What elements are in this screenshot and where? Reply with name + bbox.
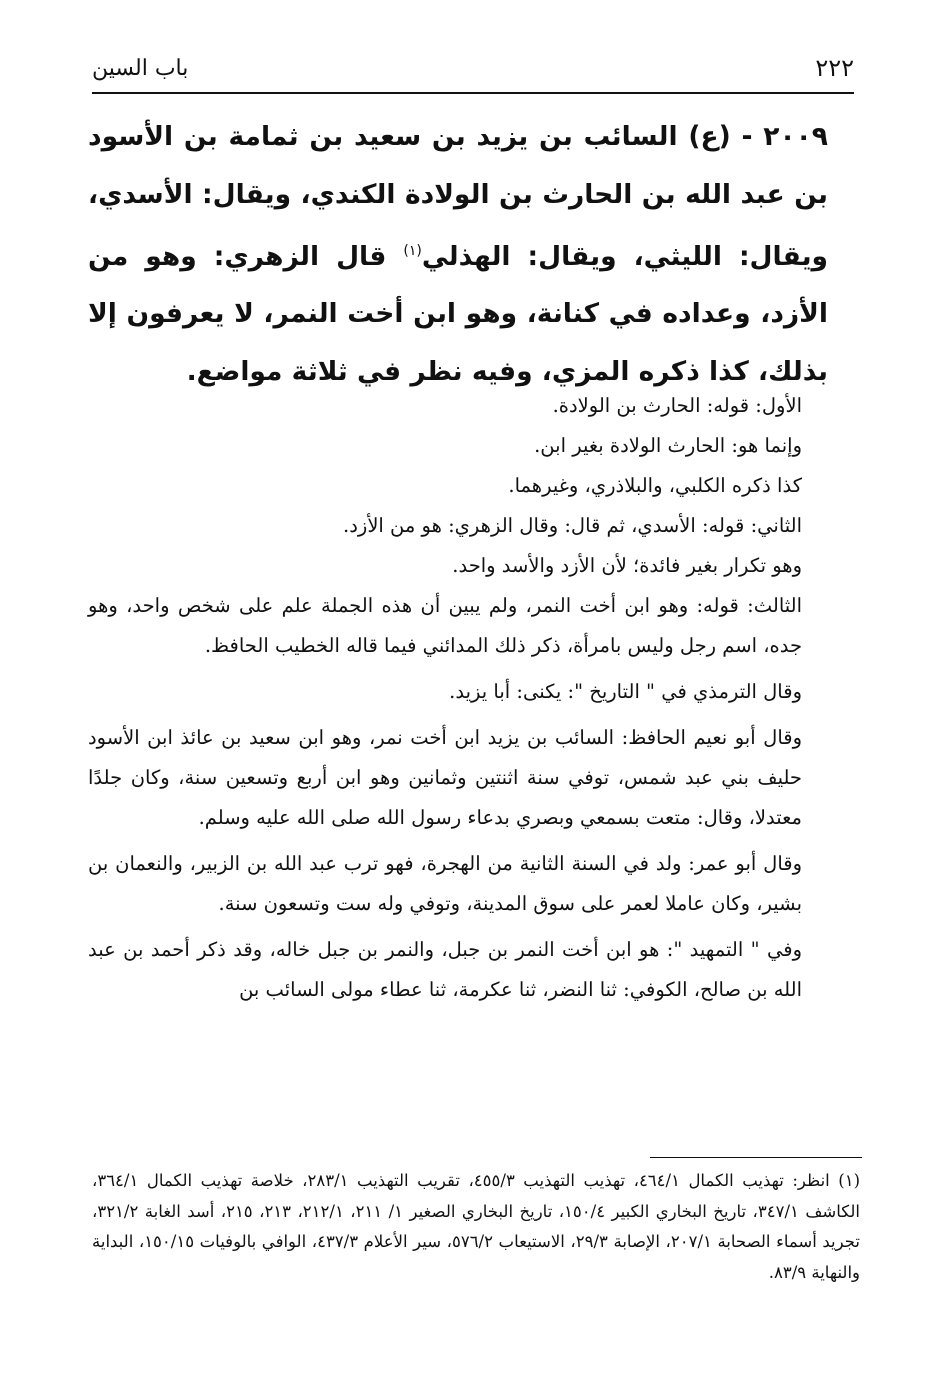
paragraph-abu-umar: وقال أبو عمر: ولد في السنة الثانية من الهجرة، فهو ترب عبد الله بن الزبير، والنعمان بن بشير، وكان عاملا لعمر على سوق المدينة، وتوفي وله ست وتسعون سنة. xyxy=(88,852,802,915)
entry-number: ٢٠٠٩ - xyxy=(741,121,828,152)
footnote-marker: (١) xyxy=(403,243,422,259)
commentary-body xyxy=(88,386,828,1010)
paragraph-sources: كذا ذكره الكلبي، والبلاذري، وغيرهما. xyxy=(508,474,802,497)
paragraph-correction: وإنما هو: الحارث الولادة بغير ابن. xyxy=(534,434,802,457)
paragraph-first-point: الأول: قوله: الحارث بن الولادة. xyxy=(552,394,802,417)
footnote-text: انظر: تهذيب الكمال ٤٦٤/١، تهذيب التهذيب ٤٥٥/٣، تقريب التهذيب ٢٨٣/١، خلاصة تهذيب الكمال ٣٦٤/١، الكاشف ٣٤٧/١، تاريخ البخاري الكبير ١٥٠/٤، تاريخ البخاري الصغير ١/ ٢١١، ٢١٢/١، ٢١٣، ٢١٥، أسد الغابة ٣٢١/٢، تجريد أسماء الصحابة ٢٠٧/١، الإصابة ٢٩/٣، الاستيعاب ٥٧٦/٢، سير الأعلام ٤٣٧/٣، الوافي بالوفيات ١٥٠/١٥، البداية والنهاية ٨٣/٩. xyxy=(92,1171,860,1282)
running-header xyxy=(92,52,854,94)
paragraph-abu-nuaym: وقال أبو نعيم الحافظ: السائب بن يزيد ابن أخت نمر، وهو ابن سعيد بن عائذ ابن الأسود حليف بني عبد شمس، توفي سنة اثنتين وثمانين وهو ابن أربع وتسعين سنة، وكان جلدًا معتدلا، وقال: متعت بسمعي وبصري بدعاء رسول الله صلى الله عليه وسلم. xyxy=(88,726,802,829)
chapter-title: باب السين xyxy=(92,56,189,81)
entry-text: السائب بن يزيد بن سعيد بن ثمامة بن الأسود بن عبد الله بن الحارث بن الولادة الكندي، ويقال: الأسدي، ويقال: الليثي، ويقال: الهذلي xyxy=(88,121,828,272)
paragraph-repetition: وهو تكرار بغير فائدة؛ لأن الأزد والأسد واحد. xyxy=(452,554,802,577)
footnote-number: (١) xyxy=(838,1171,860,1190)
page-number: ٢٢٢ xyxy=(815,54,854,82)
biography-entry xyxy=(88,108,828,400)
paragraph-tirmidhi: وقال الترمذي في " التاريخ ": يكنى: أبا يزيد. xyxy=(449,680,802,703)
entry-text-continued: قال الزهري: وهو من الأزد، وعداده في كنانة، وهو ابن أخت النمر، لا يعرفون إلا بذلك، كذا ذكره المزي، وفيه نظر في ثلاثة مواضع. xyxy=(88,240,828,387)
paragraph-third-point: الثالث: قوله: وهو ابن أخت النمر، ولم يبين أن هذه الجملة علم على شخص واحد، وهو جده، اسم رجل وليس بامرأة، ذكر ذلك المدائني فيما قاله الخطيب الحافظ. xyxy=(88,594,802,657)
paragraph-second-point: الثاني: قوله: الأسدي، ثم قال: وقال الزهري: هو من الأزد. xyxy=(343,514,802,537)
footnote-divider xyxy=(650,1157,862,1158)
entry-code: (ع) xyxy=(688,121,731,152)
footnote xyxy=(92,1166,860,1288)
paragraph-tamhid: وفي " التمهيد ": هو ابن أخت النمر بن جبل، والنمر بن جبل خاله، وقد ذكر أحمد بن عبد الله بن صالح، الكوفي: ثنا النضر، ثنا عكرمة، ثنا عطاء مولى السائب بن xyxy=(88,938,802,1001)
